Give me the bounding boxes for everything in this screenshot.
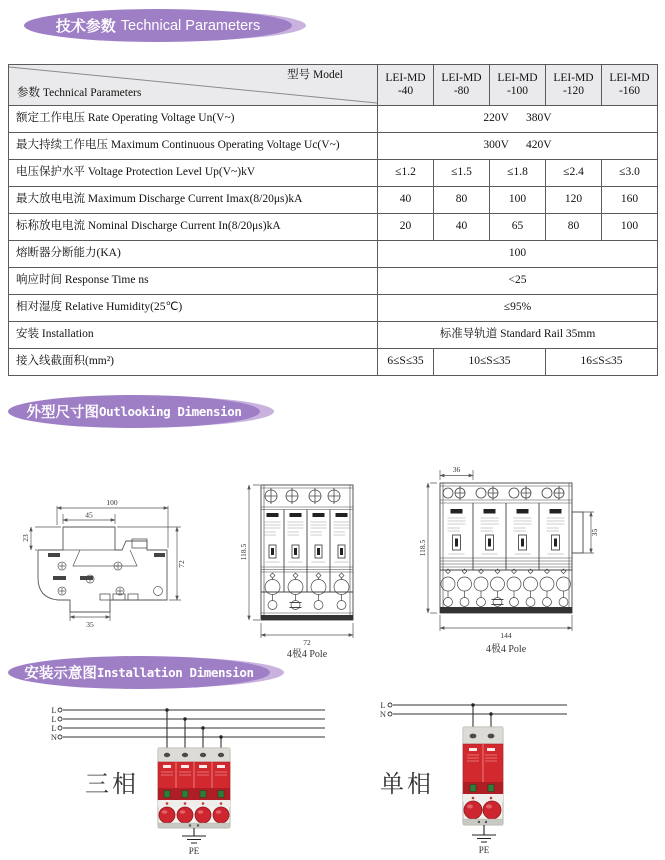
- din-rail-band: [440, 607, 572, 613]
- device-outline: [440, 483, 583, 613]
- table-row: [9, 106, 658, 133]
- wire-label: N: [50, 732, 58, 742]
- wire-junction-dots: [165, 708, 222, 738]
- slot-details: [48, 553, 165, 580]
- param-value: 标准导轨道 Standard Rail 35mm: [378, 322, 658, 349]
- wire-label: L: [380, 700, 386, 710]
- param-value: ≤1.5: [434, 160, 490, 187]
- spd-device-2pole: [463, 727, 503, 825]
- param-value: 80: [434, 187, 490, 214]
- param-value: <25: [378, 268, 658, 295]
- supply-wires: [58, 708, 325, 748]
- wire-label: L: [51, 714, 57, 724]
- drawing-caption: 4极4 Pole: [485, 644, 527, 655]
- ribbon-front-shape: [8, 395, 260, 428]
- ribbon-front-shape: [8, 656, 270, 689]
- table-row: [9, 187, 658, 214]
- param-value: 20: [378, 214, 434, 241]
- dimension-label: 72: [177, 560, 186, 568]
- dimension-label: 100: [106, 498, 118, 507]
- param-value: 100: [602, 214, 658, 241]
- table-row: [9, 214, 658, 241]
- param-value: 10≤S≤35: [434, 349, 546, 376]
- phase-label: 单相: [380, 772, 434, 798]
- dimension-label: 35: [590, 528, 599, 537]
- param-value: 300V 420V: [378, 133, 658, 160]
- param-value: 65: [490, 214, 546, 241]
- dimension-label: 23: [21, 534, 30, 542]
- drawing-caption: 4极4 Pole: [286, 649, 328, 660]
- section-title-zh: 安装示意图: [24, 666, 97, 682]
- device-outline: [261, 485, 353, 620]
- ground-symbol: [472, 825, 496, 842]
- param-value: ≤1.2: [378, 160, 434, 187]
- column-header: LEI-MD -100: [490, 65, 546, 106]
- param-label: 额定工作电压 Rate Operating Voltage Un(V~): [9, 106, 378, 133]
- param-label: 安装 Installation: [9, 322, 378, 349]
- front-view-4pole-drawing: [239, 462, 373, 660]
- param-value: 100: [378, 241, 658, 268]
- three-phase-installation-diagram: [30, 695, 340, 860]
- dimension-label: 36: [452, 465, 461, 474]
- top-terminals: [265, 488, 340, 504]
- dimension-label: 35: [86, 620, 94, 629]
- param-label: 响应时间 Response Time ns: [9, 268, 378, 295]
- table-header-row: [9, 65, 658, 106]
- corner-param-label: 参数 Technical Parameters: [17, 86, 142, 99]
- top-terminals: [443, 486, 564, 500]
- param-value: ≤95%: [378, 295, 658, 322]
- table-row: [9, 322, 658, 349]
- table-row: [9, 133, 658, 160]
- param-value: 40: [434, 214, 490, 241]
- screw-bosses: [58, 562, 163, 596]
- table-row: [9, 295, 658, 322]
- table-row: [9, 160, 658, 187]
- section-title-en: Installation Dimension: [96, 665, 254, 680]
- section-header-technical-parameters: [24, 9, 292, 42]
- param-value: 16≤S≤35: [546, 349, 658, 376]
- section-title-zh: 技术参数: [55, 18, 116, 35]
- supply-wires: [388, 703, 567, 727]
- ground-label: PE: [188, 846, 200, 856]
- param-value: 40: [378, 187, 434, 214]
- param-value: ≤1.8: [490, 160, 546, 187]
- param-label: 接入线截面积(mm²): [9, 349, 378, 376]
- wire-label: N: [379, 709, 387, 719]
- table-row: [9, 268, 658, 295]
- column-header: LEI-MD -40: [378, 65, 434, 106]
- param-label: 相对湿度 Relative Humidity(25℃): [9, 295, 378, 322]
- table-row: [9, 241, 658, 268]
- param-value: 80: [546, 214, 602, 241]
- wire-label: L: [51, 705, 57, 715]
- dimension-label: 72: [303, 638, 311, 647]
- front-view-4pole-wide-drawing: [420, 452, 615, 666]
- device-outline: [38, 527, 167, 612]
- param-value: 6≤S≤35: [378, 349, 434, 376]
- din-rail-band: [261, 615, 353, 620]
- dimension-label: 144: [500, 631, 512, 640]
- spd-device-4pole: [158, 748, 230, 828]
- param-value: ≤3.0: [602, 160, 658, 187]
- param-label: 最大持续工作电压 Maximum Continuous Operating Voltage Uc(V~): [9, 133, 378, 160]
- column-header: LEI-MD -120: [546, 65, 602, 106]
- dimension-label: 118.5: [418, 539, 427, 557]
- dimension-label: 118.5: [239, 543, 248, 561]
- corner-model-label: 型号 Model: [287, 69, 343, 81]
- param-value: ≤2.4: [546, 160, 602, 187]
- section-title-en: Technical Parameters: [120, 17, 261, 34]
- column-header: LEI-MD -160: [602, 65, 658, 106]
- param-value: 100: [490, 187, 546, 214]
- side-view-dimension-drawing: [21, 462, 225, 654]
- section-header-installation-dimension: [8, 656, 270, 689]
- ground-symbol: [182, 828, 206, 843]
- section-header-outlooking-dimension: [8, 395, 260, 428]
- wire-label: L: [51, 723, 57, 733]
- dimension-label: 45: [85, 510, 93, 520]
- table-row: [9, 349, 658, 376]
- ground-label: PE: [478, 845, 490, 855]
- column-header: LEI-MD -80: [434, 65, 490, 106]
- dimension-lines: [31, 506, 181, 621]
- technical-parameters-table: [8, 64, 658, 376]
- param-label: 最大放电电流 Maximum Discharge Current Imax(8/20μs)kA: [9, 187, 378, 214]
- section-title-zh: 外型尺寸图: [26, 405, 99, 421]
- param-value: 160: [602, 187, 658, 214]
- latch-details: [100, 539, 147, 600]
- ribbon-front-shape: [24, 9, 292, 42]
- param-label: 电压保护水平 Voltage Protection Level Up(V~)kV: [9, 160, 378, 187]
- param-label: 标称放电电流 Nominal Discharge Current In(8/20μs)kA: [9, 214, 378, 241]
- param-label: 熔断器分断能力(KA): [9, 241, 378, 268]
- phase-label: 三相: [85, 772, 139, 798]
- section-title-en: Outlooking Dimension: [98, 404, 242, 419]
- param-value: 220V 380V: [378, 106, 658, 133]
- single-phase-installation-diagram: [370, 695, 665, 860]
- corner-cell: [9, 65, 378, 106]
- param-value: 120: [546, 187, 602, 214]
